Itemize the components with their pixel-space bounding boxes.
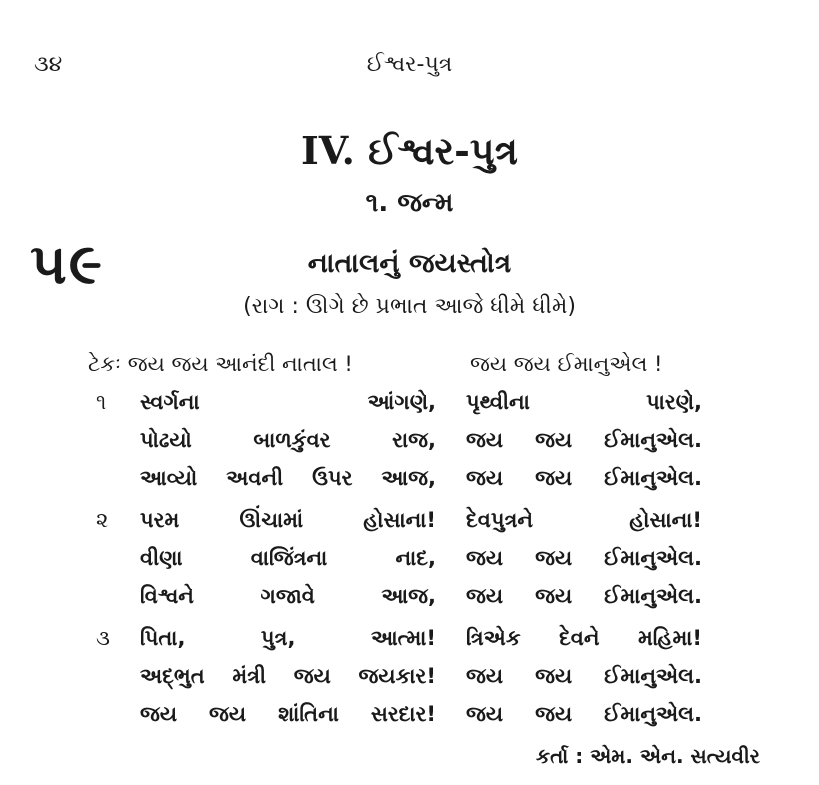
verse-line-left bbox=[140, 390, 436, 415]
verse-word: આજ, bbox=[381, 466, 436, 490]
verse-line-left bbox=[140, 466, 436, 491]
verse-word: જય bbox=[466, 466, 504, 490]
verse-line-right bbox=[466, 390, 702, 415]
verse-word: આંગણે, bbox=[367, 390, 436, 414]
verse-number: ૨ bbox=[96, 508, 109, 532]
verse-word: હોસાના! bbox=[629, 508, 702, 532]
verse-word: જય bbox=[535, 702, 573, 726]
verse-word: પારણે, bbox=[646, 390, 702, 414]
verse-word: જય bbox=[466, 664, 504, 688]
verse-word: પૃથ્વીના bbox=[466, 390, 530, 414]
verse-line-left bbox=[140, 584, 436, 609]
verse-word: જયકાર! bbox=[358, 664, 436, 688]
verse-line-left bbox=[140, 508, 436, 533]
verse-line-right bbox=[466, 702, 702, 727]
verse-word: જય bbox=[466, 702, 504, 726]
verse-line-right bbox=[466, 546, 702, 571]
verse-word: પુત્ર, bbox=[260, 626, 296, 650]
verse-word: બાળકુંવર bbox=[253, 428, 331, 452]
verse-word: જય bbox=[535, 664, 573, 688]
verse-word: ઈમાનુએલ. bbox=[604, 466, 702, 490]
refrain-right: જય જય ઈમાનુએલ ! bbox=[470, 352, 663, 376]
verse-line-left bbox=[140, 546, 436, 571]
verse-word: સરદાર! bbox=[370, 702, 436, 726]
verse-word: જય bbox=[466, 546, 504, 570]
verse-word: વીણા bbox=[140, 546, 183, 570]
author-credit: કર્તા : એમ. એન. સત્યવીર bbox=[536, 744, 761, 768]
verse-word: પિતા, bbox=[140, 626, 186, 650]
verse-word: વાજિંત્રના bbox=[250, 546, 328, 570]
verse-line-right bbox=[466, 664, 702, 689]
verse-line-right bbox=[466, 584, 702, 609]
verse-word: જય bbox=[466, 584, 504, 608]
verse-word: ઈમાનુએલ. bbox=[604, 546, 702, 570]
verse-word: નાદ, bbox=[395, 546, 436, 570]
running-title: ઈશ્વર-પુત્ર bbox=[366, 52, 453, 77]
verse-word: જય bbox=[293, 664, 331, 688]
verse-word: શાંતિના bbox=[278, 702, 339, 726]
verse-word: સ્વર્ગના bbox=[140, 390, 200, 414]
verse-word: આજ, bbox=[381, 584, 436, 608]
verse-word: દેવપુત્રને bbox=[466, 508, 534, 532]
hymn-title: નાતાલનું જયસ્તોત્ર bbox=[307, 248, 512, 279]
verse-word: પરમ bbox=[140, 508, 180, 532]
verse-word: દેવને bbox=[559, 626, 600, 650]
section-title: IV. ઈશ્વર-પુત્ર bbox=[301, 128, 518, 173]
verse-word: ઈમાનુએલ. bbox=[604, 702, 702, 726]
verse-line-left bbox=[140, 626, 436, 651]
verse-word: આત્મા! bbox=[370, 626, 436, 650]
verse-word: અદ્ભુત bbox=[140, 664, 205, 688]
verse-line-right bbox=[466, 508, 702, 533]
verse-word: ઉપર bbox=[312, 466, 353, 490]
verse-word: ઊંચામાં bbox=[239, 508, 304, 532]
refrain-left: જય જય આનંદી નાતાલ ! bbox=[127, 352, 353, 376]
verse-number: ૧ bbox=[96, 390, 107, 414]
verse-word: જય bbox=[466, 428, 504, 452]
verse-word: રાજ, bbox=[392, 428, 436, 452]
verse-word: હોસાના! bbox=[363, 508, 436, 532]
verse-word: જય bbox=[209, 702, 247, 726]
verse-word: ઈમાનુએલ. bbox=[604, 428, 702, 452]
verse-number: ૩ bbox=[96, 626, 110, 650]
verse-line-right bbox=[466, 626, 702, 651]
verse-word: જય bbox=[535, 428, 573, 452]
verse-line-left bbox=[140, 428, 436, 453]
verse-line-right bbox=[466, 428, 702, 453]
verse-word: પોઢયો bbox=[140, 428, 192, 452]
verse-line-right bbox=[466, 466, 702, 491]
verse-word: ત્રિએક bbox=[466, 626, 521, 650]
verse-word: ઈમાનુએલ. bbox=[604, 584, 702, 608]
verse-word: મહિમા! bbox=[637, 626, 702, 650]
verse-word: જય bbox=[535, 546, 573, 570]
section-subtitle: ૧. જન્મ bbox=[365, 188, 454, 218]
verse-word: વિશ્વને bbox=[140, 584, 194, 608]
verse-word: જય bbox=[535, 466, 573, 490]
verse-line-left bbox=[140, 702, 436, 727]
page-number: ૩૪ bbox=[34, 52, 63, 77]
verse-word: મંત્રી bbox=[232, 664, 267, 688]
verse-word: જય bbox=[140, 702, 178, 726]
hymn-number: ૫૯ bbox=[30, 232, 104, 297]
verse-line-left bbox=[140, 664, 436, 689]
verse-word: જય bbox=[535, 584, 573, 608]
raga-line: (રાગ : ઊગે છે પ્રભાત આજે ધીમે ધીમે) bbox=[243, 294, 576, 319]
verse-word: અવની bbox=[226, 466, 284, 490]
refrain-label: ટેકઃ bbox=[88, 352, 122, 376]
verse-word: આવ્યો bbox=[140, 466, 198, 490]
verse-word: ગજાવે bbox=[260, 584, 315, 608]
refrain-line bbox=[88, 352, 353, 377]
verse-word: ઈમાનુએલ. bbox=[604, 664, 702, 688]
